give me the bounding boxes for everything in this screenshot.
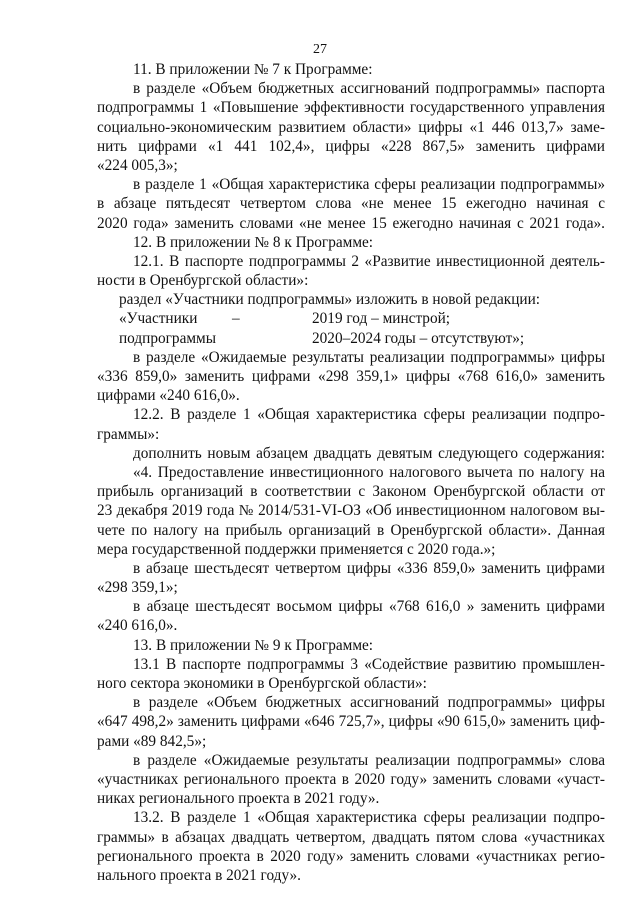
page-number: 27 [313, 42, 327, 57]
text-line: мера государственной поддержки применяется с 2020 года.»; [97, 540, 496, 558]
text-line: цифрами «240 616,0». [97, 387, 240, 405]
text-line: 13.1 В паспорте подпрограммы 3 «Содействие развитию промышлен- [133, 655, 605, 673]
text-line: в абзаце шестьдесят четвертом цифры «336 859,0» заменить цифрами [133, 559, 605, 577]
participants-label-2: подпрограммы [119, 329, 217, 347]
text-line: «647 498,2» заменить цифрами «646 725,7», цифры «90 615,0» заменить циф- [97, 713, 605, 731]
text-line: в разделе «Ожидаемые результаты реализации подпрограммы» слова [133, 751, 605, 769]
text-line: граммы» в абзацах двадцать четвертом, двадцать пятом слова «участниках [97, 828, 605, 846]
text-line: 23 декабря 2019 года № 2014/531-VI-ОЗ «Об инвестиционном налоговом вы- [97, 502, 605, 520]
text-line: ности в Оренбургской области»: [97, 272, 309, 290]
text-line: в разделе «Объем бюджетных ассигнований подпрограммы» паспорта [133, 80, 605, 98]
text-line: «4. Предоставление инвестиционного налогового вычета по налогу на [133, 463, 605, 481]
document-body [97, 60, 605, 885]
text-line: 11. В приложении № 7 к Программе: [133, 61, 373, 78]
text-line: в абзаце шестьдесят восьмом цифры «768 616,0 » заменить цифрами [133, 598, 605, 616]
text-line: «336 859,0» заменить цифрами «298 359,1» цифры «768 616,0» заменить [97, 368, 605, 385]
text-line: 12.2. В разделе 1 «Общая характеристика сферы реализации подпро- [133, 406, 605, 424]
text-line: 2020 года» заменить словами «не менее 15 ежегодно начиная с 2021 года». [97, 214, 605, 232]
text-line: в разделе 1 «Общая характеристика сферы реализации подпрограммы» [133, 176, 605, 194]
text-line: в разделе «Ожидаемые результаты реализации подпрограммы» цифры [133, 348, 605, 366]
text-line: нить цифрами «1 441 102,4», цифры «228 867,5» заменить цифрами [97, 137, 605, 155]
text-line: регионального проекта в 2020 году» заменить словами «участниках регио- [97, 847, 605, 865]
text-line: 12.1. В паспорте подпрограммы 2 «Развитие инвестиционной деятель- [133, 252, 605, 270]
participants-value-2020: 2020–2024 годы – отсутствуют»; [312, 329, 525, 347]
participants-row-2 [97, 329, 605, 348]
text-line: 13.2. В разделе 1 «Общая характеристика сферы реализации подпро- [133, 809, 605, 827]
text-line: рами «89 842,5»; [97, 732, 207, 750]
text-line: никах регионального проекта в 2021 году». [97, 790, 380, 808]
text-line: ного сектора экономики в Оренбургской области»: [97, 675, 427, 692]
text-line: дополнить новым абзацем двадцать девятым следующего содержания: [133, 444, 605, 462]
text-line: «298 359,1»; [97, 579, 178, 597]
text-line: прибыль организаций в соответствии с Законом Оренбургской области от [97, 483, 605, 501]
text-line: «участниках регионального проекта в 2020 году» заменить словами «участ- [97, 770, 605, 788]
participants-value-2019: 2019 год – минстрой; [312, 310, 451, 328]
text-line: чете по налогу на прибыль организаций в Оренбургской области». Данная [97, 521, 605, 539]
participants-label: «Участники [119, 310, 198, 328]
text-line: 13. В приложении № 9 к Программе: [133, 636, 374, 654]
text-block-2 [97, 348, 605, 885]
text-line: граммы»: [97, 425, 160, 443]
text-line: 12. В приложении № 8 к Программе: [133, 233, 374, 251]
text-line: раздел «Участники подпрограммы» изложить в новой редакции: [119, 291, 541, 309]
text-line: в абзаце пятьдесят четвертом слова «не менее 15 ежегодно начиная с [97, 195, 605, 213]
participants-row-1 [97, 309, 605, 328]
text-line: в разделе «Объем бюджетных ассигнований подпрограммы» цифры [133, 694, 605, 712]
text-line: «224 005,3»; [97, 156, 178, 174]
participants-dash: – [232, 310, 240, 328]
text-line: «240 616,0». [97, 617, 178, 635]
text-line: социально-экономическим развитием области» цифры «1 446 013,7» заме- [97, 118, 605, 136]
text-line: нального проекта в 2021 году». [97, 866, 301, 884]
text-block-1 [97, 60, 605, 309]
text-line: подпрограммы 1 «Повышение эффективности государственного управления [97, 99, 605, 117]
